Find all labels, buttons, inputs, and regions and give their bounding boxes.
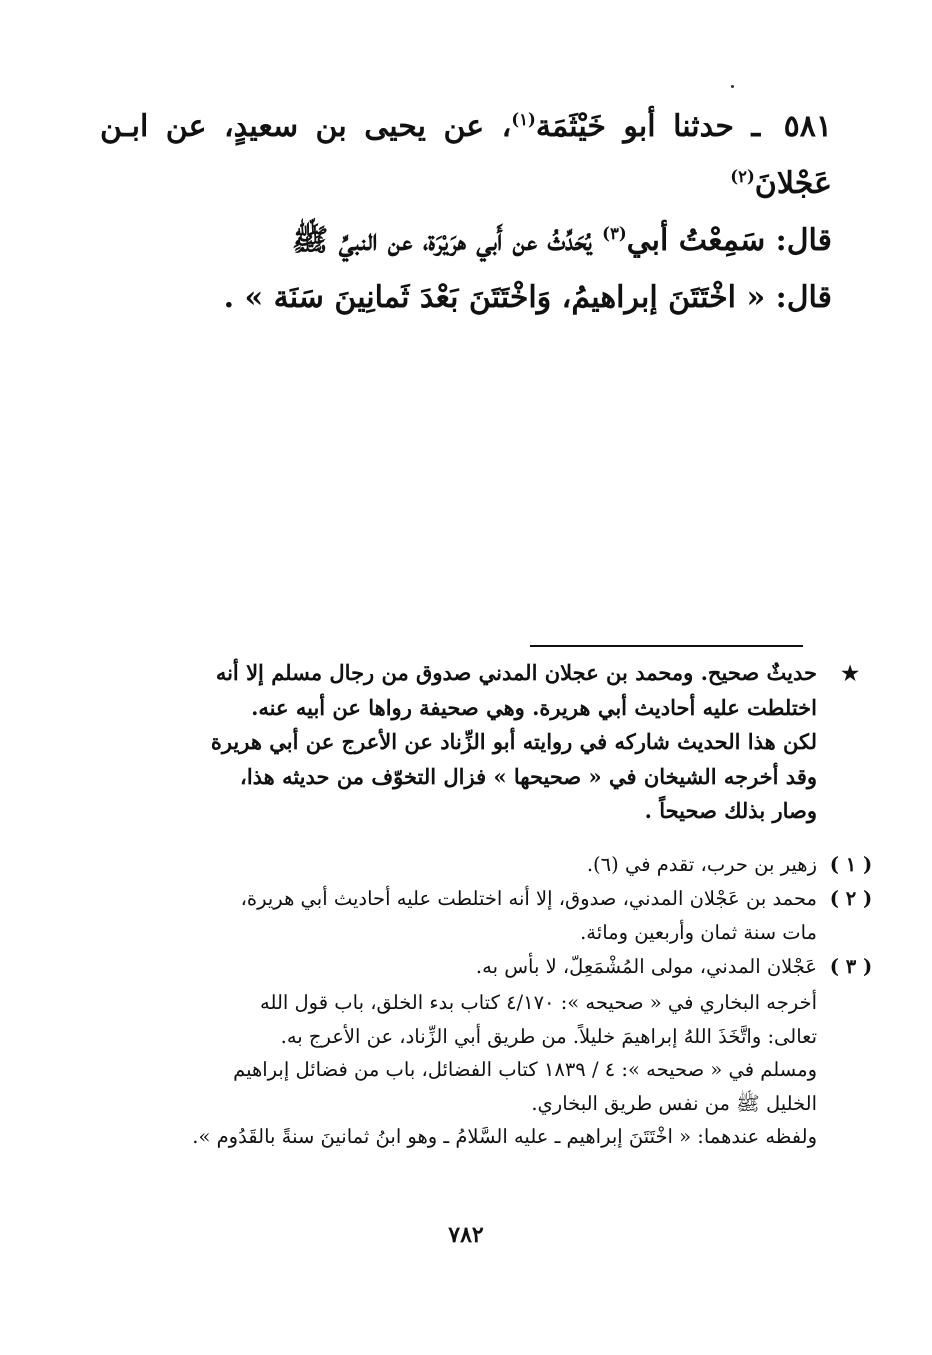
source-line: ولفظه عندهما: « اخْتَتَنَ إبراهيم ـ عليه السَّلامُ ـ وهو ابنُ ثمانينَ سنةً بالقَدُوم ».	[192, 1125, 817, 1148]
source-line: أخرجه البخاري في « صحيحه »: ٤/١٧٠ كتاب بدء الخلق، باب قول الله	[260, 991, 817, 1014]
hadith-line-3: قال: « اخْتَتَنَ إبراهيمُ، وَاخْتَتَنَ بَعْدَ ثَمانِينَ سَنَة » .	[223, 280, 832, 315]
source-line: ومسلم في « صحيحه »: ٤ / ١٨٣٩ كتاب الفضائل، باب من فضائل إبراهيم	[233, 1058, 817, 1081]
footnote-divider	[530, 645, 803, 647]
hadith-text-segment: حدثنا أبو خَيْثَمَة	[535, 109, 734, 144]
footnote-number: ( ١ )	[829, 853, 873, 876]
footnote-ref-2[interactable]: (٢)	[730, 167, 755, 186]
footnote-line: مات سنة ثمان وأربعين ومائة.	[580, 921, 817, 944]
takhrij-sources	[110, 986, 817, 1154]
footnote-line: عَجْلان المدني، مولى المُشْمَعِلّ، لا بأس به.	[475, 955, 817, 978]
footnotes	[110, 848, 873, 1154]
grading-line: اختلطت عليه أحاديث أبي هريرة. وهي صحيفة رواها عن أبيه عنه.	[251, 694, 817, 720]
footnote-ref-1[interactable]: (١)	[511, 110, 536, 129]
source-line: تعالى: واتَّخَذَ اللهُ إبراهيمَ خليلاً. من طريق أبي الزِّناد، عن الأعرج به.	[280, 1024, 817, 1048]
hadith-text-segment: ، عن يحيى بن سعيدٍ، عن ابـن عَجْلانَ	[100, 109, 832, 201]
hadith-text-segment: قال: سَمِعْتُ أبي	[626, 223, 832, 258]
footnote-2	[110, 882, 873, 950]
footnote-line: محمد بن عَجْلان المدني، صدوق، إلا أنه اختلطت عليه أحاديث أبي هريرة،	[240, 887, 817, 910]
grading-line: لكن هذا الحديث شاركه في روايته أبو الزِّناد عن الأعرج عن أبي هريرة	[210, 729, 817, 754]
footnote-1	[110, 848, 873, 882]
page-number: ٧٨٢	[448, 1222, 484, 1248]
hadith-line-2	[100, 212, 832, 269]
footnote-number: ( ٢ )	[829, 887, 873, 910]
star-icon: ★	[841, 661, 859, 685]
footnote-number: ( ٣ )	[829, 955, 873, 978]
grading-note	[110, 656, 859, 829]
hadith-dash: ـ	[751, 109, 761, 144]
grading-line: حديثٌ صحيح. ومحمد بن عجلان المدني صدوق من رجال مسلم إلا أنه	[215, 660, 817, 685]
speck	[731, 85, 734, 88]
hadith-line-1	[100, 98, 832, 212]
hadith-text	[100, 98, 832, 326]
hadith-text-segment: يُحَدِّثُ عن أَبي هرَيْرَة، عن النبيِّ ﷺ	[292, 223, 603, 258]
grading-line: وصار بذلك صحيحاً .	[644, 798, 817, 823]
footnote-ref-3[interactable]: (٣)	[602, 224, 627, 243]
footnote-line: زهير بن حرب، تقدم في (٦).	[586, 853, 817, 876]
hadith-number: ٥٨١	[783, 109, 833, 144]
grading-line: وقد أخرجه الشيخان في « صحيحها » فزال التخوّف من حديثه هذا،	[240, 763, 817, 789]
source-line: الخليل ﷺ من نفس طريق البخاري.	[531, 1091, 817, 1115]
footnote-3	[110, 950, 873, 984]
